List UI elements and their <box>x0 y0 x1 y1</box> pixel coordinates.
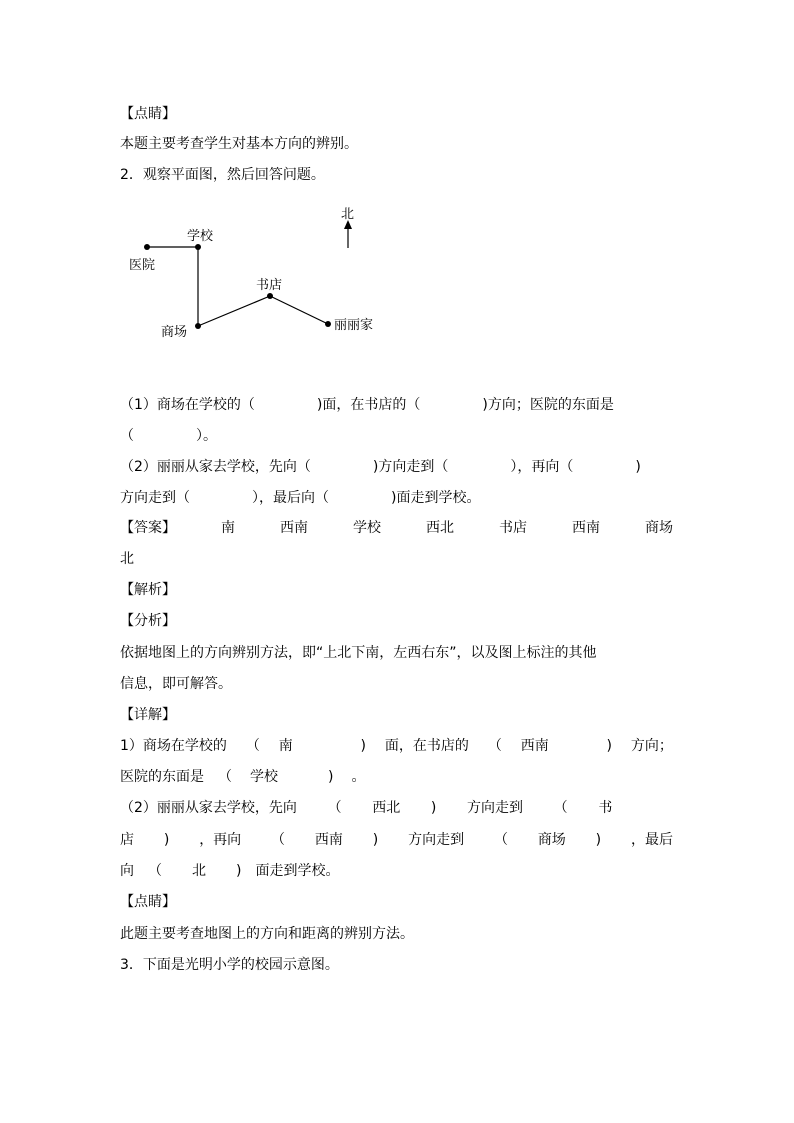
school-point <box>195 244 201 250</box>
answer-line: 【答案】 南 西南 学校 西北 书店 西南 商场 <box>120 520 673 536</box>
bookstore-label: 书店 <box>256 278 283 293</box>
detail-line-1: 1）商场在学校的 （ 南 ) 面，在书店的 （ 西南 ) 方向； <box>120 738 673 754</box>
question-2-part2-line2: 方向走到（ ），最后向（ )面走到学校。 <box>120 490 481 506</box>
detail-line-3: （2）丽丽从家去学校，先向 （ 西北 ) 方向走到 （ 书 <box>120 800 613 816</box>
home-point <box>325 321 331 327</box>
question-2-title: 2．观察平面图，然后回答问题。 <box>120 167 325 183</box>
answer-last: 北 <box>120 551 134 567</box>
home-label: 丽丽家 <box>334 318 374 333</box>
question-2-part1-line1: （1）商场在学校的（ )面，在书店的（ )方向；医院的东面是 <box>120 397 614 413</box>
section-jiexi: 【解析】 <box>120 582 176 598</box>
north-label: 北 <box>341 207 355 222</box>
paragraph-dianjing-1: 本题主要考查学生对基本方向的辨别。 <box>120 136 358 152</box>
detail-line-2: 医院的东面是 （ 学校 ) 。 <box>120 769 366 785</box>
section-dianjing-2: 【点睛】 <box>120 894 176 910</box>
hospital-point <box>144 244 150 250</box>
fenxi-text-1: 依据地图上的方向辨别方法，即“上北下南，左西右东”，以及图上标注的其他 <box>120 645 597 661</box>
school-label: 学校 <box>187 229 214 244</box>
question-2-part1-line2: （ ）。 <box>120 428 217 444</box>
paragraph-dianjing-2: 此题主要考查地图上的方向和距离的辨别方法。 <box>120 926 414 942</box>
fenxi-text-2: 信息，即可解答。 <box>120 676 232 692</box>
mall-label: 商场 <box>161 325 188 340</box>
detail-line-5: 向 （ 北 ) 面走到学校。 <box>120 863 340 879</box>
section-fenxi: 【分析】 <box>120 613 176 629</box>
bookstore-point <box>267 293 273 299</box>
question-3-title: 3．下面是光明小学的校园示意图。 <box>120 957 339 973</box>
question-2-part2-line1: （2）丽丽从家去学校，先向（ )方向走到（ ），再向（ ) <box>120 459 641 475</box>
hospital-label: 医院 <box>129 258 156 273</box>
section-dianjing-1: 【点睛】 <box>120 106 176 122</box>
plan-map <box>120 200 400 350</box>
mall-point <box>195 323 201 329</box>
detail-line-4: 店 ) ，再向 （ 西南 ) 方向走到 （ 商场 ) ，最后 <box>120 832 673 848</box>
section-xiangjie: 【详解】 <box>120 707 176 723</box>
